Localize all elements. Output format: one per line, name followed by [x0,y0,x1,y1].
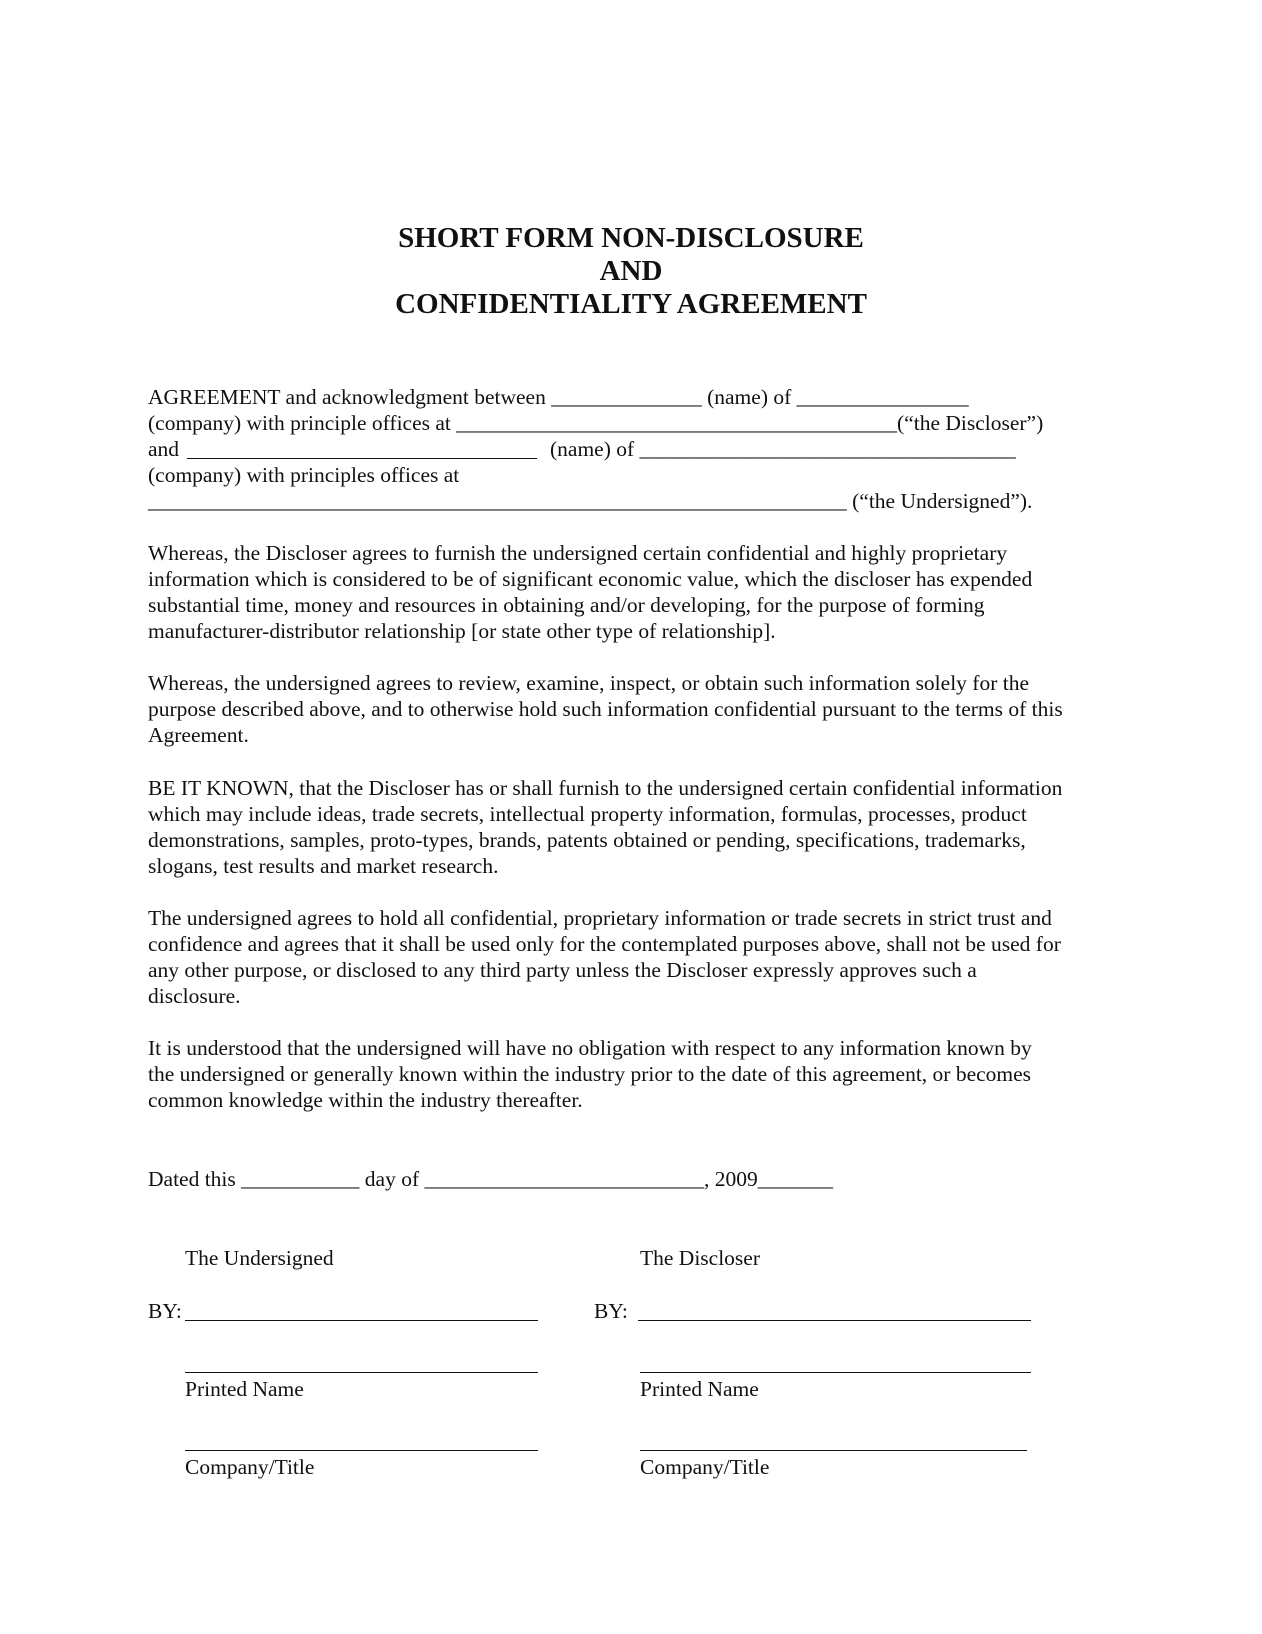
paragraph-line: information which is considered to be of significant economic value, which the discloser has expended [148,567,1033,591]
undersigned-printed-name-label: Printed Name [185,1377,304,1401]
dated-line: Dated this ___________ day of __________________________, 2009_______ [148,1167,833,1191]
paragraph-line: The undersigned agrees to hold all confidential, proprietary information or trade secrets in strict trust and [148,906,1052,930]
undersigned-company-title-label: Company/Title [185,1455,315,1479]
discloser-company-title-line [640,1450,1027,1451]
parties-line-5: _________________________________________________________________ (“the Undersigned”). [148,489,1033,513]
discloser-company-title-label: Company/Title [640,1455,770,1479]
paragraph-line: confidence and agrees that it shall be used only for the contemplated purposes above, shall not be used for [148,932,1061,956]
paragraph-line: common knowledge within the industry thereafter. [148,1088,583,1112]
paragraph-line: disclosure. [148,984,241,1008]
discloser-printed-name-label: Printed Name [640,1377,759,1401]
paragraph-line: Agreement. [148,723,249,747]
paragraph-line: manufacturer-distributor relationship [or state other type of relationship]. [148,619,776,643]
be-it-known-paragraph [148,775,1128,879]
paragraph-line: Whereas, the Discloser agrees to furnish the undersigned certain confidential and highly proprietary [148,541,1008,565]
paragraph-line: which may include ideas, trade secrets, intellectual property information, formulas, processes, product [148,802,1027,826]
parties-line-3-name: (name) of ___________________________________ [550,437,1016,461]
paragraph-line: BE IT KNOWN, that the Discloser has or shall furnish to the undersigned certain confidential information [148,776,1063,800]
whereas-paragraph-1 [148,540,1128,644]
parties-line-4: (company) with principles offices at [148,463,460,487]
paragraph-line: It is understood that the undersigned will have no obligation with respect to any information known by [148,1036,1032,1060]
paragraph-line: purpose described above, and to otherwise hold such information confidential pursuant to the terms of this [148,697,1063,721]
whereas-paragraph-2 [148,670,1128,748]
understood-paragraph [148,1035,1128,1113]
paragraph-line: substantial time, money and resources in obtaining and/or developing, for the purpose of forming [148,593,985,617]
parties-line-3-and: and [148,437,180,461]
undersigned-signature-line [185,1320,538,1321]
undersigned-agrees-paragraph [148,905,1128,1009]
undersigned-printed-name-line [185,1372,538,1373]
paragraph-line: demonstrations, samples, proto-types, brands, patents obtained or pending, specifications, trademarks, [148,828,1026,852]
discloser-by-label: BY: [594,1299,628,1323]
undersigned-by-label: BY: [148,1299,182,1323]
document-title-line-2: AND [599,255,663,287]
discloser-heading: The Discloser [640,1246,761,1270]
paragraph-line: the undersigned or generally known within the industry prior to the date of this agreement, or becomes [148,1062,1032,1086]
paragraph-line: any other purpose, or disclosed to any third party unless the Discloser expressly approves such a [148,958,977,982]
discloser-printed-name-line [640,1372,1031,1373]
parties-line-1: AGREEMENT and acknowledgment between ______________ (name) of ________________ [148,385,969,409]
document-title-line-3: CONFIDENTIALITY AGREEMENT [395,288,867,320]
paragraph-line: slogans, test results and market research. [148,854,499,878]
paragraph-line: Whereas, the undersigned agrees to review, examine, inspect, or obtain such information solely for the [148,671,1030,695]
discloser-name-blank [187,458,537,459]
discloser-signature-line [638,1320,1031,1321]
undersigned-company-title-line [185,1450,538,1451]
undersigned-heading: The Undersigned [185,1246,334,1270]
parties-line-2: (company) with principle offices at _________________________________________(“the Discloser”) [148,411,1044,435]
document-title-line-1: SHORT FORM NON-DISCLOSURE [398,222,864,254]
